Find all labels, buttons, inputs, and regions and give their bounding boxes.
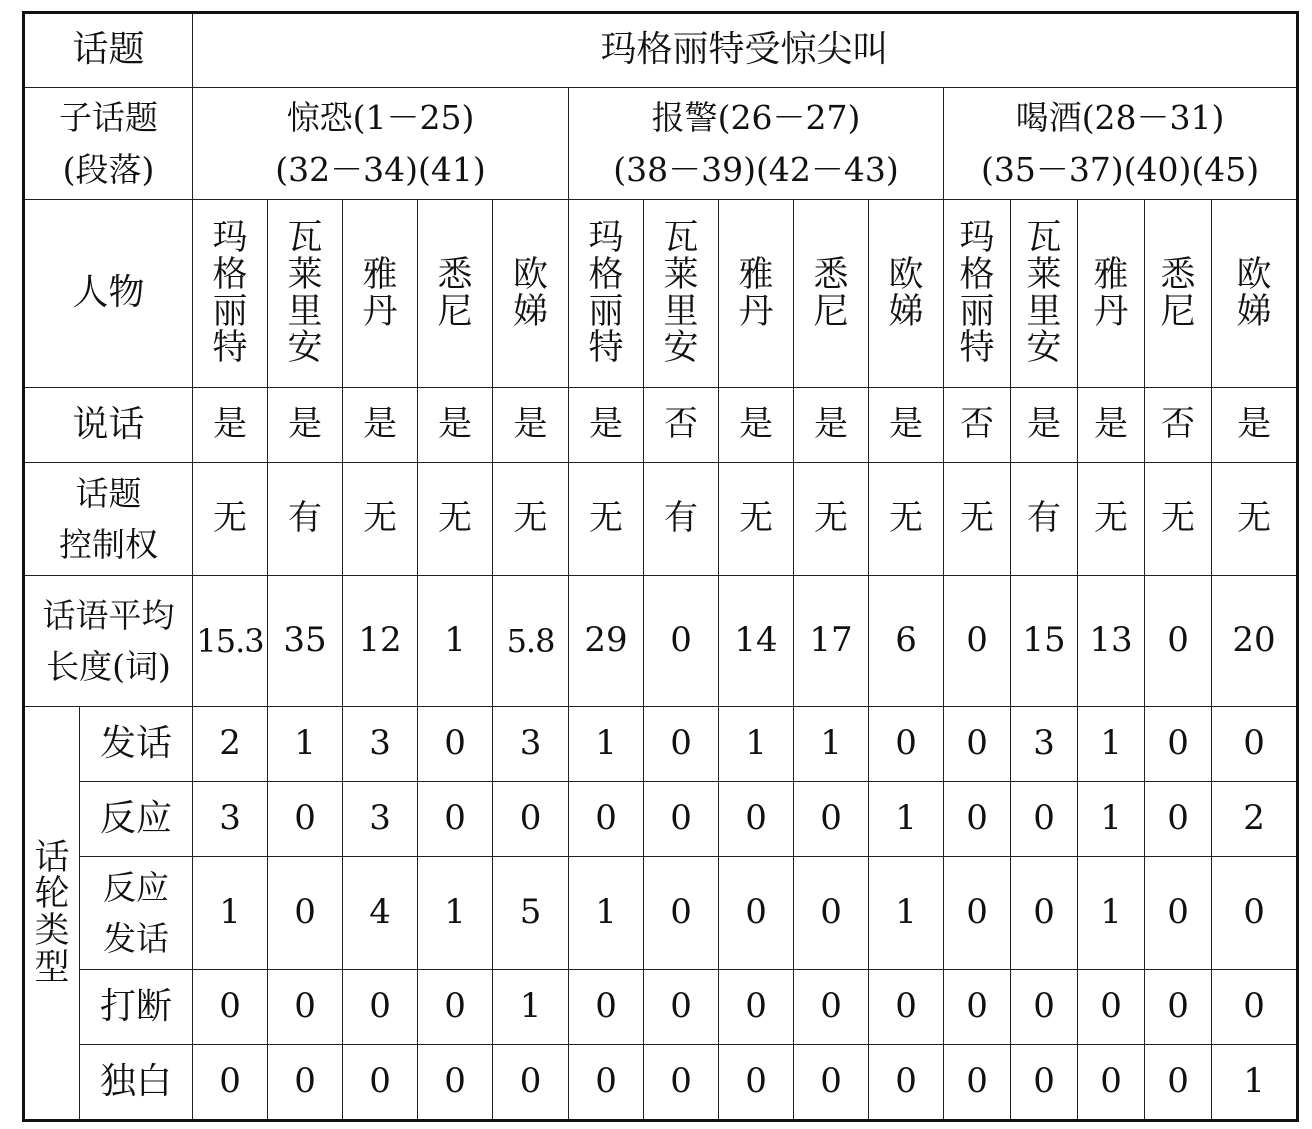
turn-count-cell: 0: [418, 782, 493, 857]
control-row: [24, 463, 1298, 576]
turn-count-cell: 0: [944, 1045, 1011, 1121]
speak-cell: 否: [644, 388, 719, 463]
person-header-char: 莱: [287, 254, 323, 295]
control-label-line1: 话题: [75, 473, 142, 513]
speak-cell: 是: [569, 388, 644, 463]
speak-cell: 是: [794, 388, 869, 463]
dialogue-analysis-table: [22, 11, 1299, 1122]
turn-count-cell: 0: [1011, 1045, 1078, 1121]
speak-label: 说话: [24, 388, 193, 463]
avg-length-row: [24, 576, 1298, 707]
control-cell: 有: [1011, 463, 1078, 576]
speak-cell: 是: [418, 388, 493, 463]
turn-row: [24, 1045, 1298, 1121]
person-header-char: 里: [287, 291, 323, 332]
turn-count-cell: 0: [719, 1045, 794, 1121]
person-header-char: 里: [1026, 291, 1062, 332]
turn-count-cell: 0: [1145, 970, 1212, 1045]
turn-count-cell: 0: [1078, 1045, 1145, 1121]
person-header-char: 玛: [212, 218, 248, 258]
control-cell: 有: [268, 463, 343, 576]
turn-count-cell: 0: [944, 707, 1011, 782]
avg-length-cell: 15: [1011, 576, 1078, 707]
avg-length-cell: 13: [1078, 576, 1145, 707]
turn-type-label: [24, 707, 80, 1121]
topic-row: [24, 13, 1298, 88]
turn-count-cell: 0: [719, 970, 794, 1045]
avg-length-cell: 0: [644, 576, 719, 707]
turn-label-line1: 独白: [100, 1060, 173, 1102]
avg-length-cell: 6: [869, 576, 944, 707]
subtopic-2: [569, 88, 944, 200]
subtopic-label-line2: (段落): [62, 149, 155, 189]
control-cell: 无: [719, 463, 794, 576]
person-header-char: 丽: [212, 291, 248, 332]
speak-cell: 是: [1011, 388, 1078, 463]
persons-label: 人物: [24, 200, 193, 388]
person-header: [1212, 200, 1298, 388]
turn-type-label-char: 轮: [34, 874, 70, 915]
turn-count-cell: 0: [794, 1045, 869, 1121]
turn-count-cell: 1: [418, 857, 493, 970]
person-header-char: 丹: [362, 291, 398, 332]
turn-label-line1: 反应: [103, 867, 169, 907]
turn-count-cell: 0: [493, 1045, 569, 1121]
turn-count-cell: 1: [794, 707, 869, 782]
person-header-char: 玛: [588, 218, 624, 258]
turn-label-line1: 反应: [100, 797, 173, 839]
person-header-char: 安: [287, 328, 323, 369]
person-header-char: 娣: [513, 291, 549, 332]
turn-count-cell: 1: [569, 857, 644, 970]
turn-count-cell: 0: [944, 970, 1011, 1045]
person-header: [719, 200, 794, 388]
turn-count-cell: 1: [493, 970, 569, 1045]
control-cell: 无: [794, 463, 869, 576]
turn-count-cell: 4: [343, 857, 418, 970]
avg-length-label-line1: 话语平均: [42, 595, 175, 635]
person-header-char: 欧: [1236, 254, 1272, 295]
person-header-char: 瓦: [287, 218, 323, 258]
turn-type-label-char: 话: [34, 837, 70, 878]
turn-count-cell: 0: [343, 970, 418, 1045]
person-header-char: 娣: [888, 291, 924, 332]
speak-cell: 是: [268, 388, 343, 463]
person-header-char: 尼: [813, 291, 849, 332]
control-cell: 无: [1212, 463, 1298, 576]
topic-title: 玛格丽特受惊尖叫: [193, 13, 1298, 88]
subtopic-3: [944, 88, 1298, 200]
turn-count-cell: 0: [569, 970, 644, 1045]
turn-count-cell: 0: [869, 1045, 944, 1121]
turn-label: [80, 707, 193, 782]
subtopic-label-line1: 子话题: [59, 98, 158, 138]
person-header: [644, 200, 719, 388]
turn-count-cell: 0: [418, 1045, 493, 1121]
turn-count-cell: 0: [569, 782, 644, 857]
turn-row: [24, 970, 1298, 1045]
turn-row: [24, 857, 1298, 970]
turn-count-cell: 0: [1011, 782, 1078, 857]
person-header-char: 尼: [1160, 291, 1196, 332]
turn-count-cell: 1: [268, 707, 343, 782]
turn-count-cell: 0: [869, 970, 944, 1045]
turn-count-cell: 0: [268, 857, 343, 970]
turn-count-cell: 1: [1078, 782, 1145, 857]
control-label: [24, 463, 193, 576]
turn-count-cell: 3: [193, 782, 268, 857]
speak-cell: 是: [193, 388, 268, 463]
person-header-char: 欧: [888, 254, 924, 295]
control-cell: 无: [569, 463, 644, 576]
person-header-char: 格: [588, 254, 624, 295]
turn-count-cell: 0: [644, 707, 719, 782]
person-header-char: 欧: [513, 254, 549, 295]
turn-count-cell: 0: [794, 782, 869, 857]
avg-length-cell: 15.3: [193, 576, 268, 707]
turn-type-label-char: 类: [34, 911, 70, 951]
person-header: [569, 200, 644, 388]
turn-count-cell: 0: [794, 970, 869, 1045]
control-cell: 无: [418, 463, 493, 576]
turn-count-cell: 0: [493, 782, 569, 857]
subtopic-1-line2: (32－34)(41): [275, 149, 486, 189]
control-label-line2: 控制权: [59, 525, 158, 564]
turn-count-cell: 0: [1011, 970, 1078, 1045]
speak-cell: 是: [343, 388, 418, 463]
turn-label-line1: 打断: [100, 985, 173, 1027]
turn-count-cell: 0: [1212, 707, 1298, 782]
turn-count-cell: 3: [343, 782, 418, 857]
avg-length-cell: 20: [1212, 576, 1298, 707]
speak-row: [24, 388, 1298, 463]
turn-count-cell: 0: [644, 857, 719, 970]
turn-count-cell: 3: [493, 707, 569, 782]
person-header-char: 雅: [738, 254, 774, 295]
person-header: [1078, 200, 1145, 388]
subtopic-3-line1: 喝酒(28－31): [1015, 98, 1225, 138]
person-header-char: 悉: [437, 254, 473, 295]
turn-count-cell: 1: [869, 782, 944, 857]
control-cell: 无: [869, 463, 944, 576]
subtopic-2-line1: 报警(26－27): [651, 98, 861, 138]
person-header: [1011, 200, 1078, 388]
speak-cell: 是: [493, 388, 569, 463]
turn-count-cell: 0: [644, 970, 719, 1045]
turn-count-cell: 0: [944, 857, 1011, 970]
turn-count-cell: 0: [1145, 782, 1212, 857]
turn-count-cell: 2: [1212, 782, 1298, 857]
control-cell: 无: [1078, 463, 1145, 576]
turn-count-cell: 2: [193, 707, 268, 782]
person-header: [193, 200, 268, 388]
turn-count-cell: 0: [1145, 857, 1212, 970]
person-header: [794, 200, 869, 388]
control-cell: 有: [644, 463, 719, 576]
turn-count-cell: 0: [268, 970, 343, 1045]
turn-count-cell: 0: [1145, 707, 1212, 782]
control-cell: 无: [944, 463, 1011, 576]
turn-row: [24, 707, 1298, 782]
avg-length-cell: 17: [794, 576, 869, 707]
person-header-char: 丽: [959, 291, 995, 332]
turn-count-cell: 1: [193, 857, 268, 970]
avg-length-cell: 29: [569, 576, 644, 707]
turn-label-line2: 发话: [103, 919, 169, 958]
person-header: [869, 200, 944, 388]
turn-count-cell: 0: [1212, 857, 1298, 970]
subtopic-1: [193, 88, 569, 200]
turn-label-line1: 发话: [100, 722, 173, 764]
person-header: [944, 200, 1011, 388]
person-header-char: 丹: [738, 291, 774, 332]
avg-length-cell: 1: [418, 576, 493, 707]
turn-count-cell: 0: [343, 1045, 418, 1121]
turn-count-cell: 1: [1212, 1045, 1298, 1121]
turn-type-label-char: 型: [34, 947, 70, 988]
turn-count-cell: 1: [719, 707, 794, 782]
turn-count-cell: 1: [1078, 707, 1145, 782]
person-header-char: 悉: [813, 254, 849, 295]
turn-count-cell: 3: [1011, 707, 1078, 782]
person-header-char: 安: [663, 328, 699, 369]
person-header-char: 丹: [1093, 291, 1129, 332]
turn-count-cell: 0: [193, 970, 268, 1045]
turn-count-cell: 0: [869, 707, 944, 782]
control-cell: 无: [493, 463, 569, 576]
turn-label: [80, 857, 193, 970]
avg-length-cell: 14: [719, 576, 794, 707]
turn-row: [24, 782, 1298, 857]
topic-label: 话题: [24, 13, 193, 88]
turn-count-cell: 0: [569, 1045, 644, 1121]
turn-label: [80, 782, 193, 857]
person-header-char: 莱: [663, 254, 699, 295]
person-header-char: 莱: [1026, 254, 1062, 295]
person-header: [268, 200, 343, 388]
person-header-char: 瓦: [1026, 218, 1062, 258]
turn-count-cell: 0: [644, 782, 719, 857]
turn-count-cell: 0: [193, 1045, 268, 1121]
turn-count-cell: 1: [1078, 857, 1145, 970]
person-header: [493, 200, 569, 388]
turn-count-cell: 0: [719, 857, 794, 970]
turn-count-cell: 0: [268, 782, 343, 857]
person-header-char: 特: [212, 328, 248, 369]
person-header-char: 玛: [959, 218, 995, 258]
person-header-char: 尼: [437, 291, 473, 332]
subtopic-1-line1: 惊恐(1－25): [286, 98, 475, 138]
turn-count-cell: 3: [343, 707, 418, 782]
avg-length-cell: 0: [944, 576, 1011, 707]
turn-count-cell: 0: [1212, 970, 1298, 1045]
turn-count-cell: 0: [794, 857, 869, 970]
turn-count-cell: 1: [569, 707, 644, 782]
avg-length-label: [24, 576, 193, 707]
person-header-char: 娣: [1236, 291, 1272, 332]
avg-length-label-line2: 长度(词): [46, 647, 171, 686]
person-header: [418, 200, 493, 388]
control-cell: 无: [193, 463, 268, 576]
turn-count-cell: 0: [1145, 1045, 1212, 1121]
avg-length-cell: 5.8: [493, 576, 569, 707]
turn-count-cell: 0: [1078, 970, 1145, 1045]
person-header-char: 丽: [588, 291, 624, 332]
turn-count-cell: 5: [493, 857, 569, 970]
control-cell: 无: [1145, 463, 1212, 576]
turn-count-cell: 1: [869, 857, 944, 970]
person-header-char: 格: [212, 254, 248, 295]
subtopic-2-line2: (38－39)(42－43): [613, 149, 899, 189]
person-header-char: 瓦: [663, 218, 699, 258]
person-header-char: 安: [1026, 328, 1062, 369]
subtopic-row: [24, 88, 1298, 200]
turn-count-cell: 0: [944, 782, 1011, 857]
avg-length-cell: 35: [268, 576, 343, 707]
person-header-char: 特: [959, 328, 995, 369]
subtopic-label: [24, 88, 193, 200]
turn-count-cell: 0: [268, 1045, 343, 1121]
person-header-char: 雅: [1093, 254, 1129, 295]
turn-count-cell: 0: [1011, 857, 1078, 970]
turn-count-cell: 0: [418, 707, 493, 782]
subtopic-3-line2: (35－37)(40)(45): [980, 149, 1260, 189]
speak-cell: 是: [1078, 388, 1145, 463]
avg-length-cell: 0: [1145, 576, 1212, 707]
speak-cell: 是: [869, 388, 944, 463]
person-header: [1145, 200, 1212, 388]
person-header: [343, 200, 418, 388]
person-header-char: 特: [588, 328, 624, 369]
avg-length-cell: 12: [343, 576, 418, 707]
turn-count-cell: 0: [719, 782, 794, 857]
turn-count-cell: 0: [644, 1045, 719, 1121]
turn-label: [80, 1045, 193, 1121]
speak-cell: 否: [1145, 388, 1212, 463]
person-header-char: 雅: [362, 254, 398, 295]
control-cell: 无: [343, 463, 418, 576]
turn-count-cell: 0: [418, 970, 493, 1045]
turn-label: [80, 970, 193, 1045]
persons-row: [24, 200, 1298, 388]
person-header-char: 悉: [1160, 254, 1196, 295]
person-header-char: 里: [663, 291, 699, 332]
speak-cell: 否: [944, 388, 1011, 463]
speak-cell: 是: [1212, 388, 1298, 463]
person-header-char: 格: [959, 254, 995, 295]
speak-cell: 是: [719, 388, 794, 463]
